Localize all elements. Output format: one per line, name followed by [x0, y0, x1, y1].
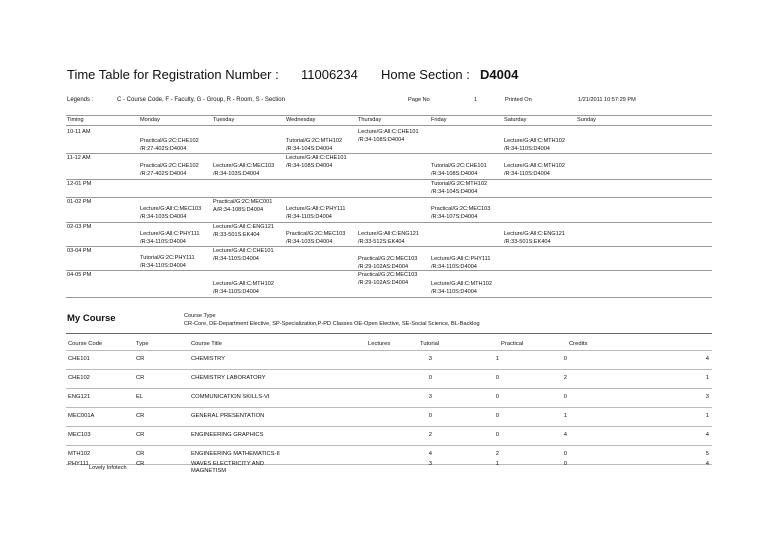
table-row: [66, 461, 712, 474]
class-entry: Practical/G:2C:MEC103 /R:34-107S:D4004: [431, 206, 491, 220]
practical: 0: [563, 461, 567, 467]
credits: 3: [705, 394, 709, 400]
course-title: COMMUNICATION SKILLS-VI: [191, 394, 270, 400]
course-type: CR: [136, 356, 145, 362]
credits: 1: [705, 375, 709, 381]
class-entry: Lecture/G:All:C:MEC103 /R:34-103S:D4004: [213, 163, 275, 177]
lectures: 3: [428, 394, 432, 400]
class-entry: Tutorial/G:2C:PHY111 /R:34-110S:D4004: [140, 255, 195, 269]
class-entry: Lecture/G:All:C:ENG121 /R:33-512S:EK404: [358, 231, 419, 245]
lectures: 3: [428, 356, 432, 362]
course-code: MTH102: [68, 451, 91, 457]
table-row: [66, 350, 712, 370]
credits: 1: [705, 413, 709, 419]
class-entry: Lecture/G:All:C:CHE101 /R:34-108S:D4004: [358, 129, 419, 143]
course-title: ENGINEERING GRAPHICS: [191, 432, 264, 438]
practical: 2: [563, 375, 567, 381]
col-lectures: Lectures: [368, 341, 391, 347]
tutorial: 1: [495, 356, 499, 362]
header-wednesday: Wednesday: [286, 117, 316, 123]
header-timing: Timing: [67, 117, 84, 123]
lectures: 3: [428, 461, 432, 467]
page-no-label: Page No: [408, 97, 430, 103]
course-code: ENG121: [68, 394, 91, 400]
class-entry: Practical/G:2C:MEC103 /R:29-102AS:D4004: [358, 272, 418, 286]
course-type: CR: [136, 432, 145, 438]
class-entry: Lecture/G:All:C:MTH102 /R:34-110S:D4004: [431, 281, 492, 295]
slot-label: 11-12 AM: [67, 155, 91, 161]
table-row: [66, 445, 712, 465]
registration-number: 11006234: [301, 67, 358, 82]
credits: 5: [705, 451, 709, 457]
header-tuesday: Tuesday: [213, 117, 235, 123]
course-code: MEC103: [68, 432, 91, 438]
class-entry: Lecture/G:All:C:MTH102 /R:34-110S:D4004: [504, 163, 565, 177]
slot-label: 12-01 PM: [67, 181, 92, 187]
class-entry: Tutorial/G:2C:CHE101 /R:34-108S:D4004: [431, 163, 487, 177]
home-section-value: D4004: [480, 67, 519, 82]
class-entry: Lecture/G:All:C:PHY111 /R:34-110S:D4004: [431, 256, 491, 270]
slot-label: 03-04 PM: [67, 248, 92, 254]
class-entry: Lecture/G:All:C:MTH102 /R:34-110S:D4004: [504, 138, 565, 152]
printed-on-value: 1/21/2011 10:57:29 PM: [578, 97, 636, 103]
course-type-legend: CR-Core, DE-Department Elective, SP-Specialization,P-PD Classes OE-Open Elective, SE-Social Science, BL-Backlog: [184, 321, 480, 327]
credits: 4: [705, 432, 709, 438]
table-row: [66, 407, 712, 427]
slot-label: 04-05 PM: [67, 272, 92, 278]
class-entry: Tutorial/G:2C:MTH102 /R:34-104S:D4004: [286, 138, 343, 152]
table-row: [66, 426, 712, 446]
course-code: CHE102: [68, 375, 90, 381]
practical: 1: [563, 413, 567, 419]
legend-text: C - Course Code, F - Faculty, G - Group, R - Room, S - Section: [117, 97, 285, 103]
col-credits: Credits: [569, 341, 588, 347]
course-type: CR: [136, 413, 145, 419]
lectures: 2: [428, 432, 432, 438]
tutorial: 0: [495, 413, 499, 419]
lectures: 0: [428, 375, 432, 381]
course-type: CR: [136, 451, 145, 457]
lectures: 4: [428, 451, 432, 457]
course-code: MEC001A: [68, 413, 95, 419]
tutorial: 0: [495, 432, 499, 438]
class-entry: Lecture/G:All:C:ENG121 /R:33-501S:EK404: [213, 224, 274, 238]
course-code: CHE101: [68, 356, 90, 362]
header-thursday: Thursday: [358, 117, 382, 123]
page-no-value: 1: [474, 97, 478, 103]
printed-on-label: Printed On: [505, 97, 532, 103]
col-type: Type: [136, 341, 149, 347]
header-friday: Friday: [431, 117, 447, 123]
course-title: WAVES ELECTRICITY AND MAGNETISM: [191, 461, 265, 474]
class-entry: Lecture/G:All:C:CHE101 /R:34-108S:D4004: [286, 155, 347, 169]
col-course-code: Course Code: [68, 341, 103, 347]
credits: 4: [705, 356, 709, 362]
page-title: Time Table for Registration Number :: [67, 67, 279, 82]
practical: 0: [563, 356, 567, 362]
class-entry: Practical/G:2C:MEC001 A/R:34-108S:D4004: [213, 199, 273, 213]
class-entry: Lecture/G:All:C:PHY111 /R:34-110S:D4004: [286, 206, 346, 220]
col-practical: Practical: [501, 341, 524, 347]
tutorial: 2: [495, 451, 499, 457]
class-entry: Lecture/G:All:C:CHE101 /R:34-110S:D4004: [213, 248, 274, 262]
course-title: ENGINEERING MATHEMATICS-II: [191, 451, 280, 457]
class-entry: Practical/G:2C:CHE102 /R:27-402S:D4004: [140, 138, 199, 152]
legend-label: Legends :: [67, 97, 94, 103]
col-tutorial: Tutorial: [420, 341, 440, 347]
slot-label: 10-11 AM: [67, 129, 91, 135]
table-row: [66, 369, 712, 389]
class-entry: Practical/G:2C:MEC103 /R:34-103S:D4004: [286, 231, 346, 245]
practical: 0: [563, 451, 567, 457]
class-entry: Lecture/G:All:C:PHY111 /R:34-110S:D4004: [140, 231, 200, 245]
header-monday: Monday: [140, 117, 160, 123]
class-entry: Lecture/G:All:C:MTH102 /R:34-110S:D4004: [213, 281, 274, 295]
course-type-label: Course Type: [184, 313, 216, 319]
my-course-title: My Course: [67, 313, 116, 324]
course-code: PHY111: [68, 461, 89, 467]
slot-label: 02-03 PM: [67, 224, 92, 230]
tutorial: 0: [495, 394, 499, 400]
course-title: CHEMISTRY: [191, 356, 226, 362]
practical: 4: [563, 432, 567, 438]
class-entry: Lecture/G:All:C:ENG121 /R:33-501S:EK404: [504, 231, 565, 245]
class-entry: Practical/G:2C:MEC103 /R:29-102AS:D4004: [358, 256, 418, 270]
course-title: CHEMISTRY LABORATORY: [191, 375, 266, 381]
slot-label: 01-02 PM: [67, 199, 92, 205]
practical: 0: [563, 394, 567, 400]
class-entry: Tutorial/G:2C:MTH102 /R:34-104S:D4004: [431, 181, 488, 195]
header-sunday: Sunday: [577, 117, 596, 123]
course-type: CR: [136, 461, 145, 467]
credits: 4: [705, 461, 709, 467]
lectures: 0: [428, 413, 432, 419]
footer-text: Lovely Infotech: [89, 465, 127, 471]
course-type: CR: [136, 375, 145, 381]
header-saturday: Saturday: [504, 117, 527, 123]
course-type: EL: [136, 394, 144, 400]
course-title: GENERAL PRESENTATION: [191, 413, 265, 419]
tutorial: 0: [495, 375, 499, 381]
tutorial: 1: [495, 461, 499, 467]
col-course-title: Course Title: [191, 341, 222, 347]
home-section-label: Home Section :: [381, 67, 470, 82]
class-entry: Practical/G:2C:CHE102 /R:27-402S:D4004: [140, 163, 199, 177]
table-row: [66, 388, 712, 408]
class-entry: Lecture/G:All:C:MEC103 /R:34-103S:D4004: [140, 206, 202, 220]
